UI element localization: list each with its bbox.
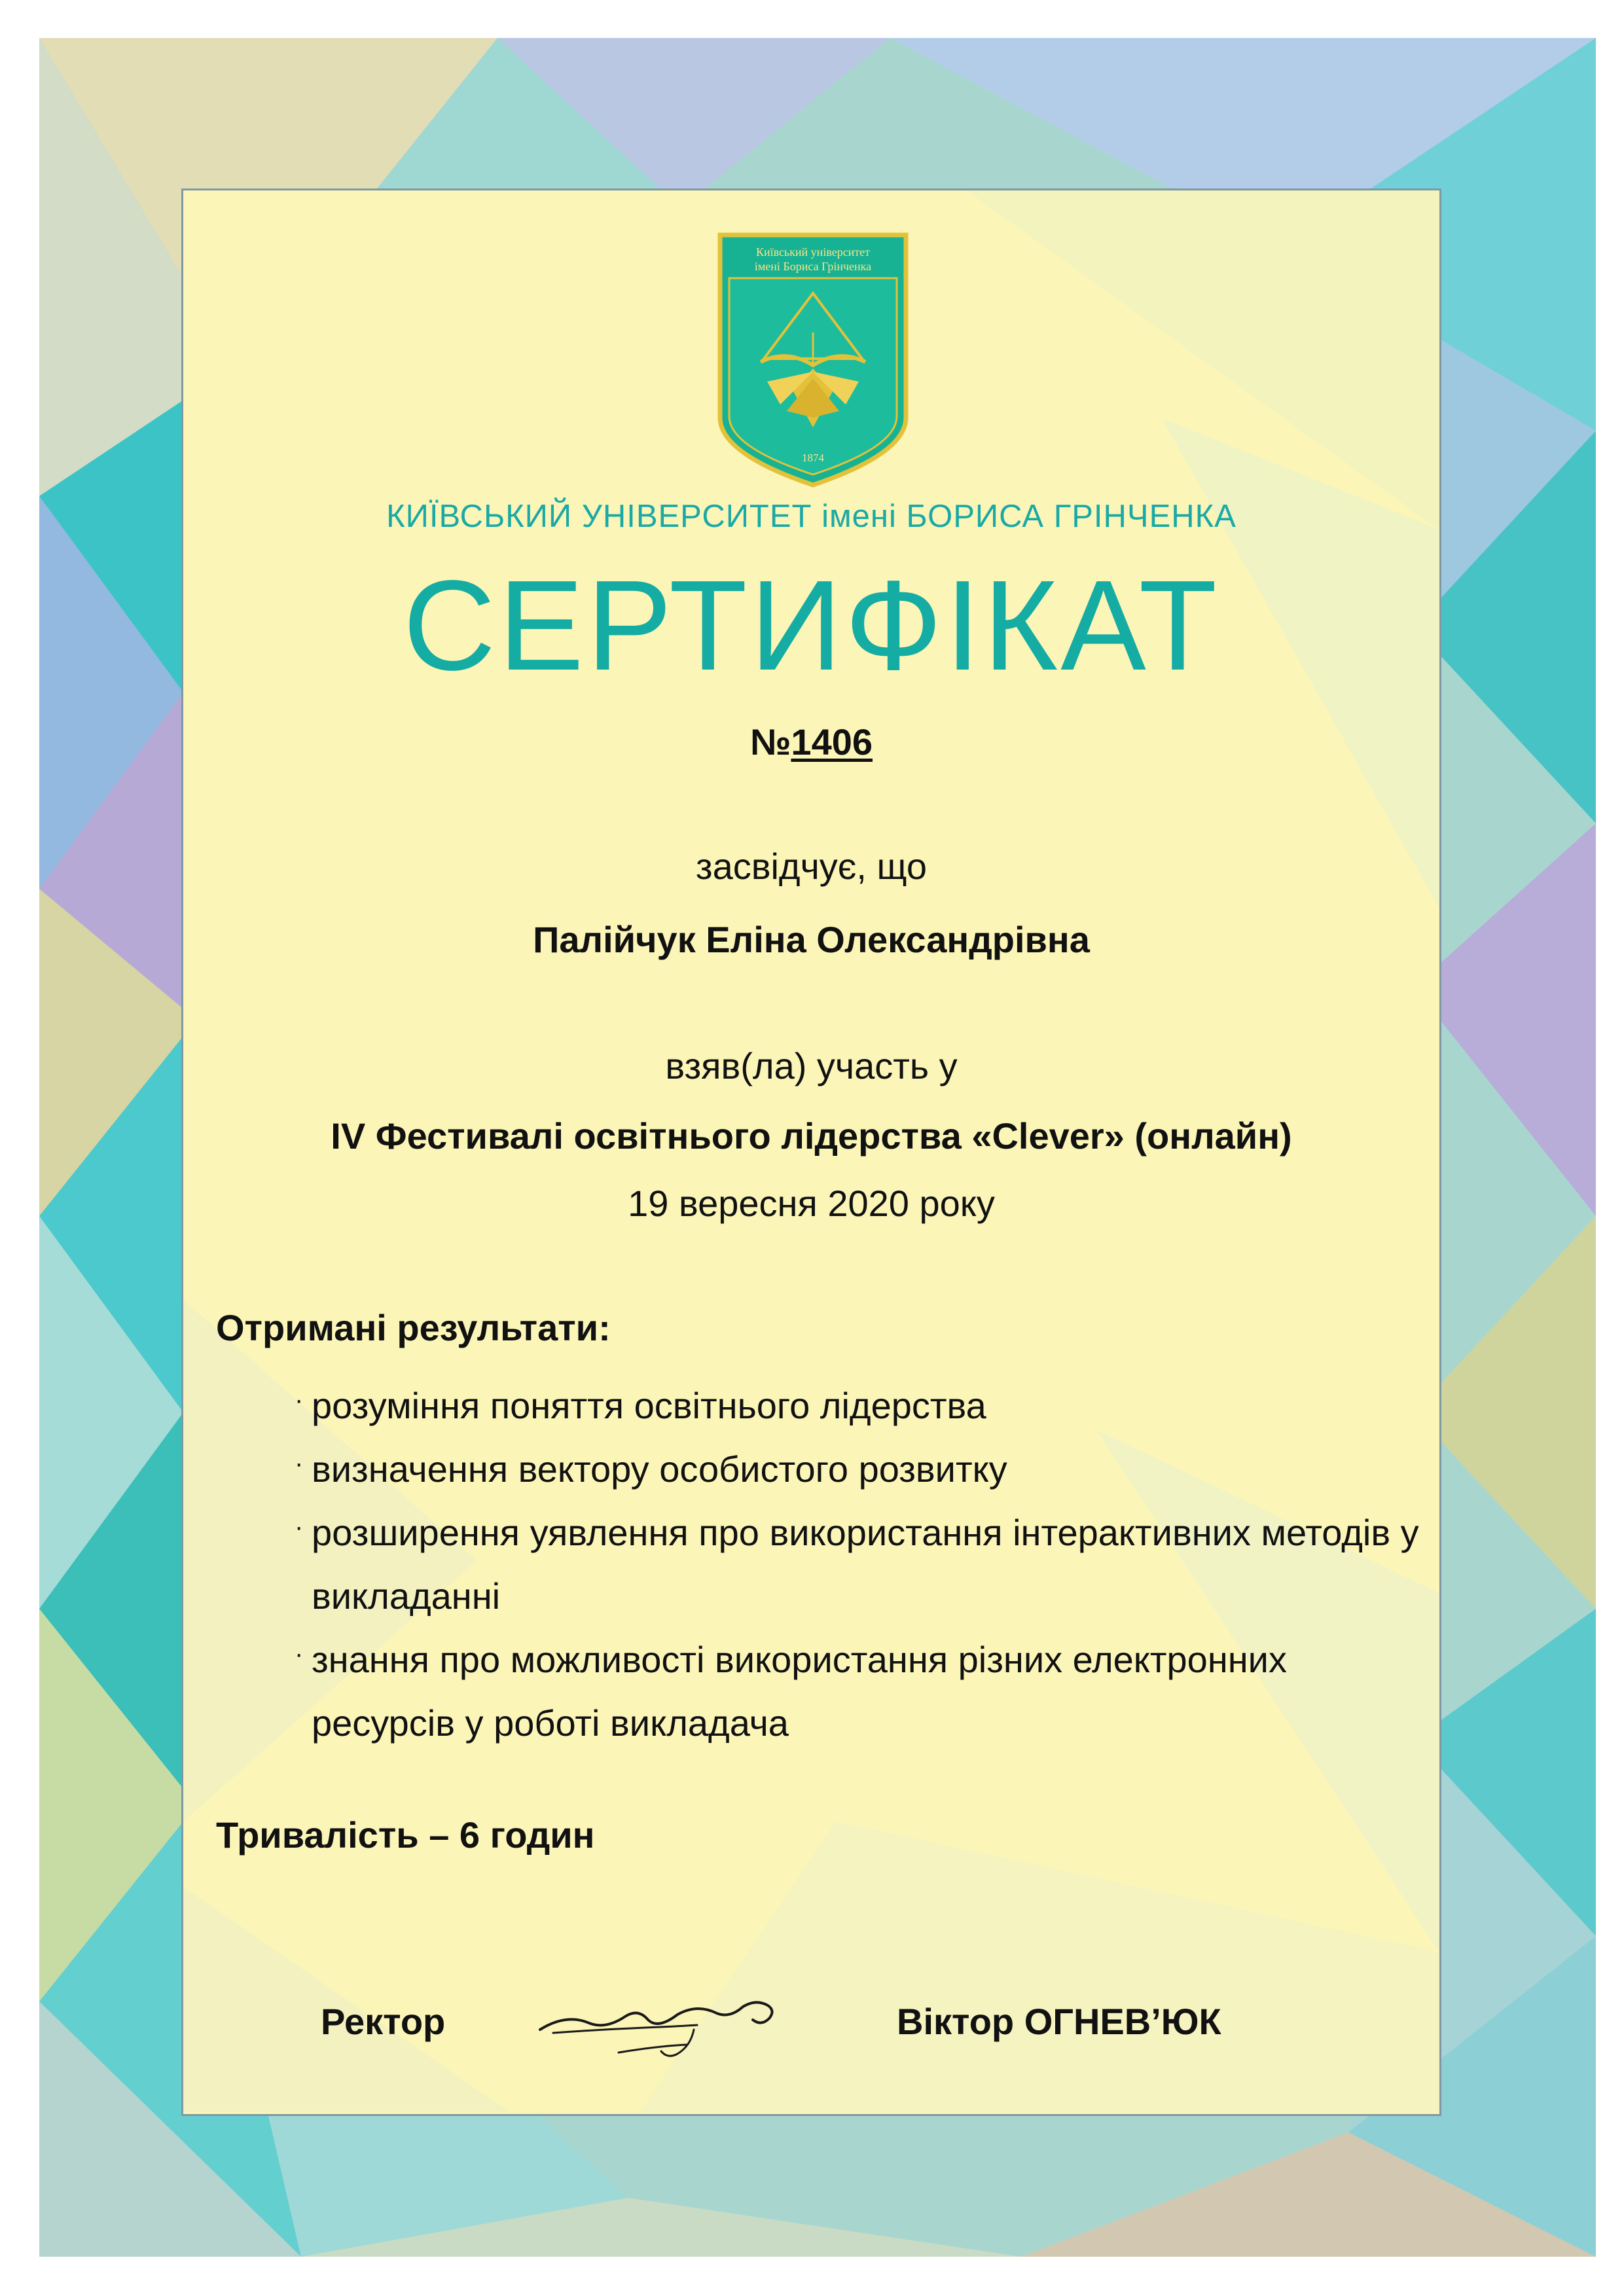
recipient-name: Палійчук Еліна Олександрівна [533,919,1090,960]
signatory-role: Ректор [321,2001,446,2042]
result-text: розширення уявлення про використання інтерактивних методів у викладанні [312,1512,1419,1617]
university-crest-logo [715,231,911,490]
duration-text: Тривалість – 6 годин [216,1814,595,1856]
certificate-title: СЕРТИФІКАТ [403,554,1220,697]
result-item [295,1437,1420,1501]
bullet-mark: · [295,1449,304,1478]
result-item [295,1628,1420,1755]
bullet-mark: · [295,1640,304,1668]
university-name: КИЇВСЬКИЙ УНІВЕРСИТЕТ імені БОРИСА ГРІНЧЕНКА [386,499,1236,534]
bullet-mark: · [295,1386,304,1414]
number-value: 1406 [791,721,873,762]
signatory-name: Віктор ОГНЕВ’ЮК [897,2001,1221,2042]
result-text: знання про можливості використання різних електронних ресурсів у роботі викладача [312,1639,1287,1744]
result-text: розуміння поняття освітнього лідерства [312,1385,986,1426]
crest-line2: імені Бориса Грінченка [754,260,872,273]
results-heading: Отримані результати: [216,1307,611,1348]
result-text: визначення вектору особистого розвитку [312,1448,1007,1490]
result-item [295,1501,1420,1628]
bullet-mark: · [295,1513,304,1541]
crest-year: 1874 [802,452,824,464]
event-name: IV Фестивалі освітнього лідерства «Clever» (онлайн) [331,1115,1292,1157]
certificate-number [183,721,1439,763]
result-item [295,1374,1420,1437]
results-list [295,1374,1420,1755]
rector-signature [527,1967,828,2072]
event-date: 19 вересня 2020 року [628,1183,995,1224]
crest-line1: Київський університет [755,245,871,259]
took-part-text: взяв(ла) участь у [665,1045,958,1086]
certificate-panel [181,188,1441,2116]
certifies-text: засвідчує, що [695,846,928,887]
number-prefix: № [749,721,791,762]
